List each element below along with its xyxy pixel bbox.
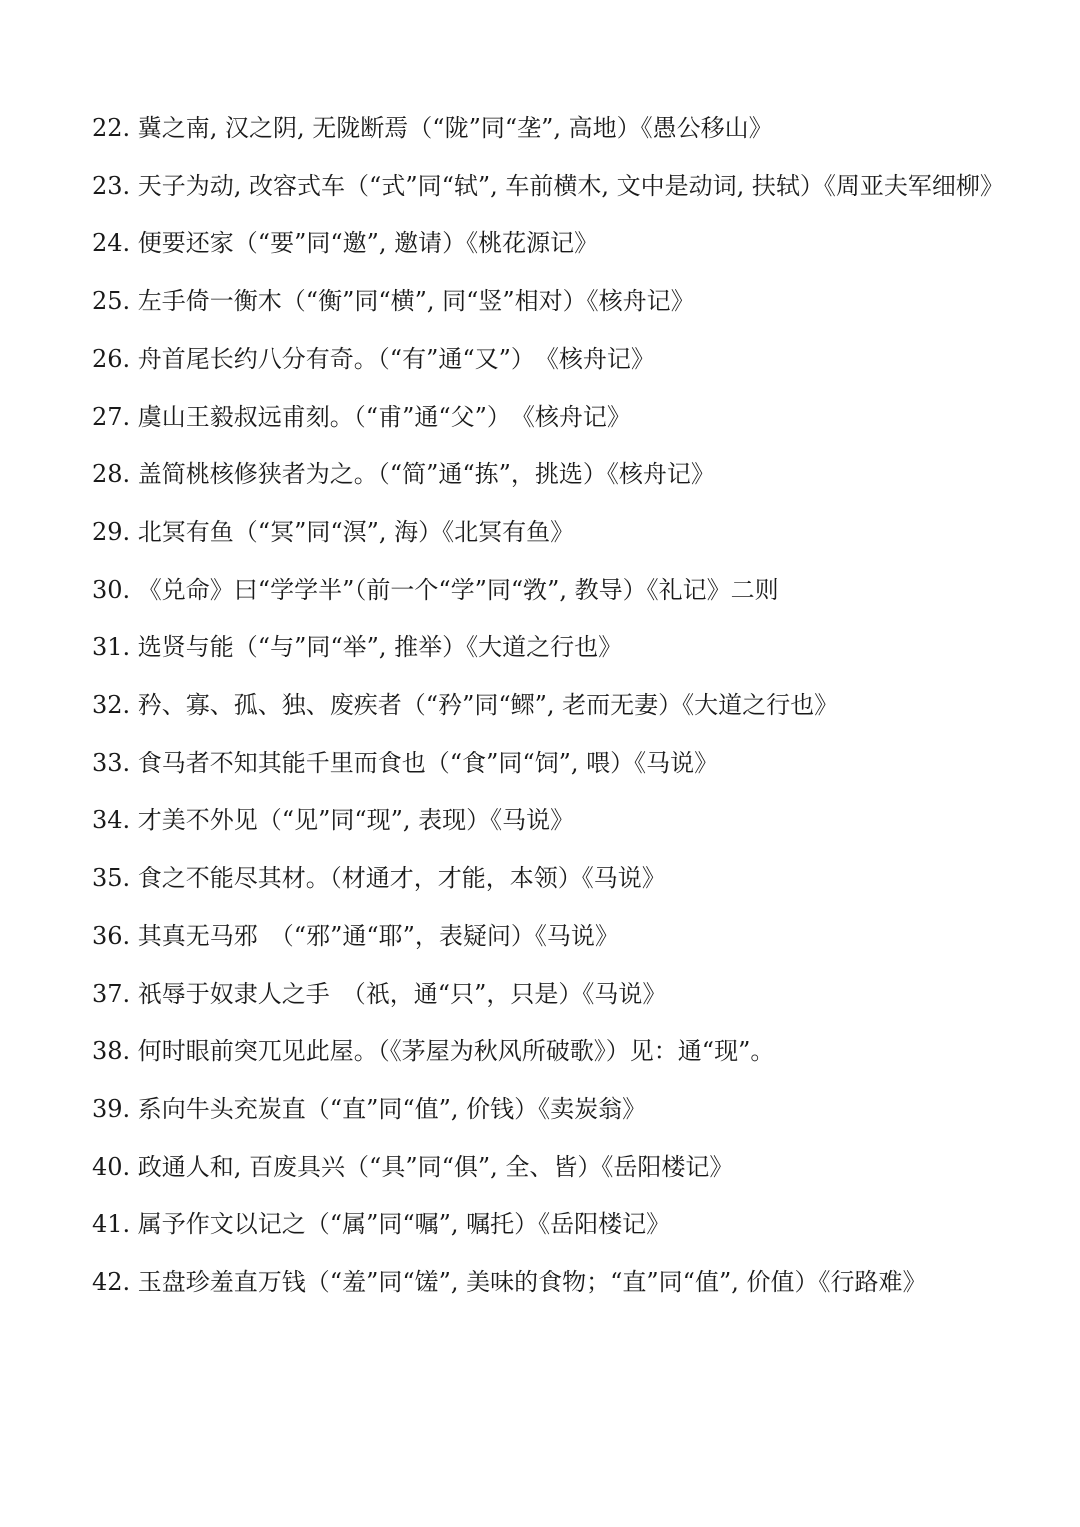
tongjiazi-list	[92, 100, 1004, 1312]
list-item: 37. 祇辱于奴隶人之手 （祇，通“只”，只是）《马说》	[92, 979, 667, 1008]
list-item: 39. 系向牛头充炭直（“直”同“值”, 价钱）《卖炭翁》	[92, 1094, 647, 1123]
list-item: 22. 冀之南, 汉之阴, 无陇断焉（“陇”同“垄”, 高地）《愚公移山》	[92, 114, 773, 142]
list-item: 25. 左手倚一衡木（“衡”同“横”, 同“竖”相对）《核舟记》	[92, 287, 695, 316]
list-item: 34. 才美不外见（“见”同“现”, 表现）《马说》	[92, 806, 575, 835]
list-item: 31. 选贤与能（“与”同“举”, 推举）《大道之行也》	[92, 633, 623, 662]
list-item: 38. 何时眼前突兀见此屋。（《茅屋为秋风所破歌》）见：通“现”。	[92, 1037, 775, 1066]
list-item: 32. 矜、寡、孤、独、废疾者（“矜”同“鳏”, 老而无妻）《大道之行也》	[92, 691, 839, 720]
list-item: 41. 属予作文以记之（“属”同“嘱”, 嘱托）《岳阳楼记》	[92, 1210, 671, 1239]
list-item: 26. 舟首尾长约八分有奇。（“有”通“又”） 《核舟记》	[92, 344, 655, 373]
list-item: 29. 北冥有鱼（“冥”同“溟”, 海）《北冥有鱼》	[92, 517, 575, 546]
list-item: 28. 盖简桃核修狭者为之。（“简”通“拣”，挑选）《核舟记》	[92, 460, 715, 489]
list-item: 33. 食马者不知其能千里而食也（“食”同“饲”, 喂）《马说》	[92, 748, 719, 777]
list-item: 42. 玉盘珍羞直万钱（“羞”同“馐”, 美味的食物；“直”同“值”, 价值）《行路难》	[92, 1268, 927, 1297]
list-item: 36. 其真无马邪 （“邪”通“耶”，表疑问）《马说》	[92, 921, 619, 950]
list-item: 24. 便要还家（“要”同“邀”, 邀请）《桃花源记》	[92, 229, 599, 258]
list-item: 30. 《兑命》曰“学学半”（前一个“学”同“敩”, 教导）《礼记》二则	[92, 575, 779, 604]
list-item: 35. 食之不能尽其材。（材通才，才能，本领）《马说》	[92, 864, 666, 893]
list-item: 23. 天子为动, 改容式车（“式”同“轼”, 车前横木, 文中是动词, 扶轼）《周亚夫军细柳》	[92, 171, 1004, 200]
list-item: 40. 政通人和, 百废具兴（“具”同“俱”, 全、皆）《岳阳楼记》	[92, 1152, 734, 1181]
list-item: 27. 虞山王毅叔远甫刻。（“甫”通“父”） 《核舟记》	[92, 402, 631, 431]
